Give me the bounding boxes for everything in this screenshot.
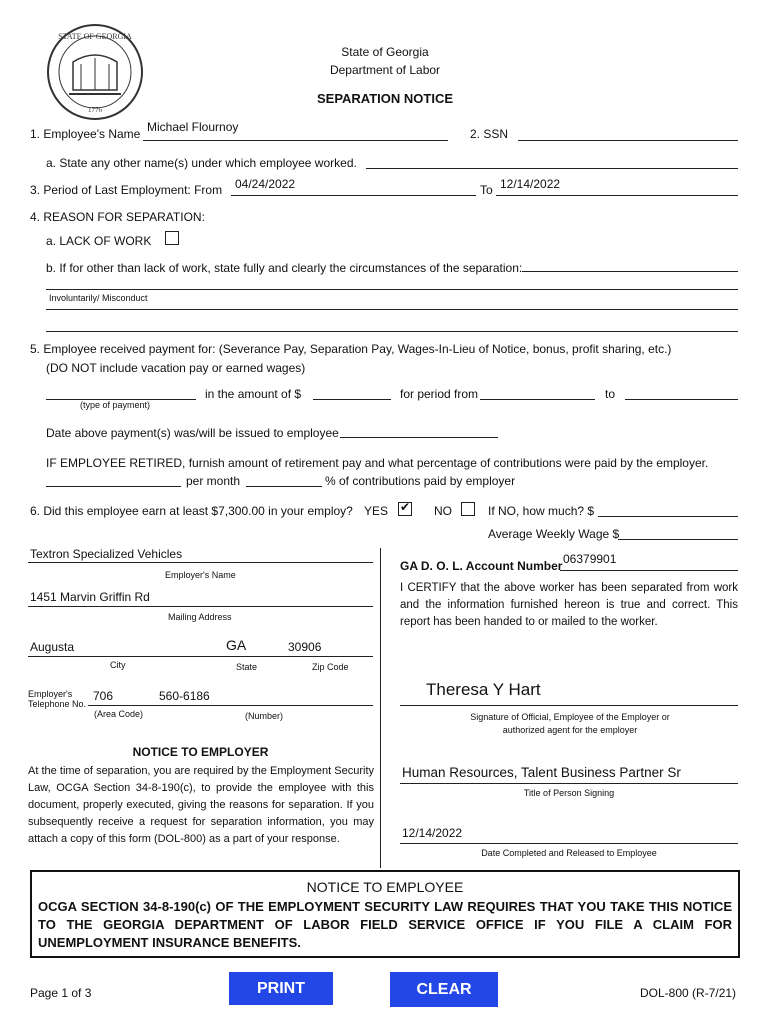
- lack-of-work-checkbox[interactable]: [165, 231, 179, 245]
- period-to-field[interactable]: [625, 399, 738, 400]
- payment-note: (DO NOT include vacation pay or earned wages): [46, 361, 306, 375]
- employee-name-label: 1. Employee's Name: [30, 127, 141, 141]
- svg-text:STATE OF GEORGIA: STATE OF GEORGIA: [58, 32, 132, 41]
- department-name: Department of Labor: [329, 63, 441, 77]
- clear-button[interactable]: CLEAR: [390, 972, 498, 1007]
- employer-name-caption: Employer's Name: [165, 570, 236, 580]
- period-label: 3. Period of Last Employment: From: [30, 183, 223, 197]
- employee-name-field[interactable]: Michael Flournoy: [147, 120, 239, 134]
- notice-to-employer-text: At the time of separation, you are required by the Employment Security Law, OCGA Section 34-8-190(c), to provide the employee with this document, properly executed, giving the reasons for separation. If you subsequently receive a request for separation information, you may attach a copy of this form (DOL-800) as a part of your response.: [28, 765, 374, 845]
- no-label: NO: [434, 504, 452, 518]
- account-number-label: GA D. O. L. Account Number: [400, 559, 563, 573]
- from-date-field[interactable]: 04/24/2022: [235, 177, 296, 191]
- contribution-pct-label: % of contributions paid by employer: [325, 474, 516, 488]
- title-field[interactable]: Human Resources, Talent Business Partner Sr: [402, 765, 681, 780]
- other-names-label: a. State any other name(s) under which employee worked.: [46, 156, 357, 170]
- if-no-label: If NO, how much? $: [488, 504, 595, 518]
- no-checkbox[interactable]: [461, 502, 475, 516]
- lack-of-work-label: a. LACK OF WORK: [46, 234, 152, 248]
- ssn-label: 2. SSN: [470, 127, 509, 141]
- area-code-field[interactable]: 706: [93, 689, 114, 703]
- state-field[interactable]: GA: [226, 637, 247, 653]
- notice-to-employee-box: [30, 870, 740, 958]
- svg-text:1776: 1776: [88, 106, 102, 114]
- number-caption: (Number): [245, 711, 284, 721]
- per-month-label: per month: [186, 474, 241, 488]
- date-issued-label: Date above payment(s) was/will be issued to employee: [46, 426, 339, 440]
- zip-caption: Zip Code: [312, 662, 349, 672]
- date-issued-field[interactable]: [340, 437, 498, 438]
- separation-reason-field[interactable]: Involuntarily/ Misconduct: [49, 293, 148, 303]
- period-from-field[interactable]: [480, 399, 595, 400]
- employer-name-field[interactable]: Textron Specialized Vehicles: [30, 547, 183, 561]
- period-from-label: for period from: [400, 387, 479, 401]
- yes-label: YES: [364, 504, 389, 518]
- mailing-address-caption: Mailing Address: [168, 612, 232, 622]
- date-completed-field[interactable]: 12/14/2022: [402, 826, 463, 840]
- reason-label: 4. REASON FOR SEPARATION:: [30, 210, 205, 224]
- type-of-payment-caption: (type of payment): [80, 400, 151, 410]
- form-code: DOL-800 (R-7/21): [640, 986, 737, 1000]
- avg-weekly-wage-label: Average Weekly Wage $: [488, 527, 620, 541]
- to-date-field[interactable]: 12/14/2022: [500, 177, 561, 191]
- yes-checkbox[interactable]: [398, 502, 412, 516]
- notice-to-employee-heading: NOTICE TO EMPLOYEE: [306, 879, 464, 895]
- certify-statement: I CERTIFY that the above worker has been separated from work and the information furnished hereon is true and correct. This report has been handed to or mailed to the worker.: [400, 582, 738, 628]
- retired-label: IF EMPLOYEE RETIRED, furnish amount of retirement pay and what percentage of contributions were paid by the employer.: [46, 456, 709, 470]
- period-to-label: to: [605, 387, 616, 401]
- notice-to-employer-heading: NOTICE TO EMPLOYER: [132, 745, 269, 759]
- signature-field[interactable]: Theresa Y Hart: [426, 680, 541, 699]
- mailing-address-field[interactable]: 1451 Marvin Griffin Rd: [30, 590, 150, 604]
- vertical-divider: [380, 548, 381, 868]
- city-caption: City: [110, 660, 126, 670]
- contribution-pct-field[interactable]: [246, 486, 322, 487]
- telephone-caption: Employer's Telephone No.: [28, 689, 87, 709]
- amount-field[interactable]: [313, 399, 391, 400]
- form-title: SEPARATION NOTICE: [316, 91, 454, 106]
- amount-label: in the amount of $: [205, 387, 302, 401]
- state-caption: State: [236, 662, 258, 672]
- state-name: State of Georgia: [341, 45, 429, 59]
- payment-label: 5. Employee received payment for: (Severance Pay, Separation Pay, Wages-In-Lieu of Notice, bonus, profit sharing, etc.): [30, 342, 672, 356]
- page-number: Page 1 of 3: [30, 986, 92, 1000]
- city-field[interactable]: Augusta: [30, 640, 75, 654]
- title-caption: Title of Person Signing: [523, 788, 615, 798]
- avg-weekly-wage-field[interactable]: [618, 539, 738, 540]
- to-label: To: [480, 183, 493, 197]
- notice-to-employee-text: OCGA SECTION 34-8-190(c) OF THE EMPLOYMENT SECURITY LAW REQUIRES THAT YOU TAKE THIS NOTICE TO THE GEORGIA DEPARTMENT OF LABOR FIELD SERVICE OFFICE IF YOU FILE A CLAIM FOR UNEMPLOYMENT INSURANCE BENEFITS.: [38, 899, 732, 950]
- signature-caption: Signature of Official, Employee of the Employer or authorized agent for the employer: [470, 712, 670, 735]
- area-code-caption: (Area Code): [94, 709, 144, 719]
- date-completed-caption: Date Completed and Released to Employee: [481, 848, 657, 858]
- account-number-field[interactable]: 06379901: [563, 552, 617, 566]
- if-no-amount-field[interactable]: [598, 516, 738, 517]
- circumstances-label: b. If for other than lack of work, state fully and clearly the circumstances of the separation:: [46, 261, 523, 275]
- print-button[interactable]: PRINT: [229, 972, 333, 1005]
- retirement-amount-field[interactable]: [46, 486, 181, 487]
- earnings-question: 6. Did this employee earn at least $7,300.00 in your employ?: [30, 504, 353, 518]
- phone-number-field[interactable]: 560-6186: [159, 689, 210, 703]
- zip-field[interactable]: 30906: [288, 640, 322, 654]
